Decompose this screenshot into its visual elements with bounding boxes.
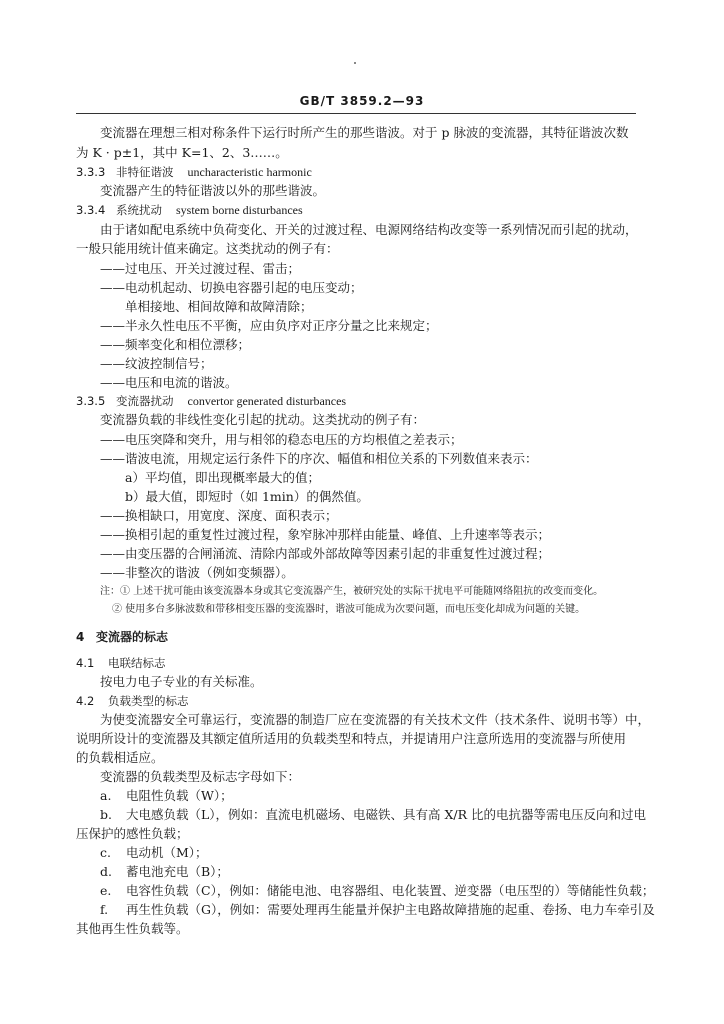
section-heading-4-2: [76, 692, 189, 710]
section-title: 变流器的标志: [96, 630, 169, 644]
list-item: ——换相缺口，用宽度、深度、面积表示；: [100, 508, 338, 523]
list-letter: d.: [100, 864, 112, 879]
list-item: b）最大值，即短时（如 1min）的偶然值。: [125, 489, 369, 504]
section-title: 非特征谐波: [116, 165, 174, 179]
paragraph: 按电力电子专业的有关标准。: [100, 674, 263, 689]
list-item: 单相接地、相间故障和故障清除；: [125, 299, 313, 314]
paragraph: 的负载相适应。: [76, 750, 164, 765]
list-item: ——电动机起动、切换电容器引起的电压变动；: [100, 280, 363, 295]
paragraph: 变流器产生的特征谐波以外的那些谐波。: [100, 183, 326, 198]
list-item: ——换相引起的重复性过渡过程，象窄脉冲那样由能量、峰值、上升速率等表示；: [100, 527, 551, 542]
list-item-continuation: [76, 825, 189, 843]
list-text: 蓄电池充电（B）；: [126, 864, 229, 879]
list-letter: a.: [100, 788, 112, 803]
standard-code-header: GB/T 3859.2—93: [299, 94, 425, 108]
section-title-en: system borne disturbances: [176, 203, 303, 217]
list-item: ——频率变化和相位漂移；: [100, 337, 251, 352]
list-item: [100, 806, 646, 824]
section-heading-3-3-3: [76, 163, 312, 181]
list-text: 压保护的感性负载；: [76, 826, 189, 841]
section-title: 变流器扰动: [116, 394, 174, 408]
paragraph: 为使变流器安全可靠运行，变流器的制造厂应在变流器的有关技术文件（技术条件、说明书等）中，: [100, 712, 651, 727]
section-number: 4.1: [76, 656, 95, 670]
section-title: 负载类型的标志: [108, 694, 189, 708]
list-item: a）平均值，即出现概率最大的值；: [125, 470, 320, 485]
list-item: ——谐波电流，用规定运行条件下的序次、幅值和相位关系的下列数值来表示：: [100, 451, 538, 466]
scan-speck: [354, 62, 356, 64]
list-item: [100, 882, 654, 900]
list-letter: c.: [100, 845, 111, 860]
paragraph: 由于诸如配电系统中负荷变化、开关的过渡过程、电源网络结构改变等一系列情况而引起的扰动，: [100, 222, 638, 237]
paragraph: 变流器的负载类型及标志字母如下：: [100, 769, 301, 784]
section-title-en: uncharacteristic harmonic: [187, 165, 312, 179]
paragraph: 变流器负载的非线性变化引起的扰动。这类扰动的例子有：: [100, 412, 426, 427]
paragraph: 说明所设计的变流器及其额定值所适用的负载类型和特点，并提请用户注意所选用的变流器与所使用: [76, 731, 627, 746]
list-text: 再生性负载（G），例如：需要处理再生能量并保护主电路故障措施的起重、卷扬、电力车牵引及: [126, 902, 655, 917]
note: 注：① 上述干扰可能由该变流器本身或其它变流器产生，被研究处的实际干扰电平可能随网络阻抗的改变而变化。: [100, 586, 604, 597]
list-text: 电动机（M）；: [126, 845, 208, 860]
section-heading-3-3-5: [76, 392, 346, 410]
list-item-continuation: [76, 920, 189, 938]
paragraph: 为 K · p±1，其中 K=1、2、3……。: [76, 145, 288, 160]
section-heading-3-3-4: [76, 201, 303, 219]
section-title-en: convertor generated disturbances: [187, 394, 347, 408]
paragraph: 变流器在理想三相对称条件下运行时所产生的那些谐波。对于 p 脉波的变流器，其特征谐波次数: [100, 125, 629, 140]
section-number: 3.3.5: [76, 394, 106, 408]
list-text: 其他再生性负载等。: [76, 921, 189, 936]
list-item: ——半永久性电压不平衡，应由负序对正序分量之比来规定；: [100, 318, 438, 333]
list-item: ——非整次的谐波（例如变频器）。: [100, 565, 294, 580]
list-item: ——电压和电流的谐波。: [100, 375, 238, 390]
list-item: ——纹波控制信号；: [100, 356, 213, 371]
list-letter: b.: [100, 807, 112, 822]
list-letter: f.: [100, 902, 109, 917]
list-item: ——电压突降和突升，用与相邻的稳态电压的方均根值之差表示；: [100, 432, 463, 447]
section-heading-4: [76, 628, 168, 646]
list-item: [100, 863, 229, 881]
list-letter: e.: [100, 883, 112, 898]
section-number: 3.3.4: [76, 203, 106, 217]
section-number: 3.3.3: [76, 165, 106, 179]
list-item: ——由变压器的合闸涌流、清除内部或外部故障等因素引起的非重复性过渡过程；: [100, 546, 551, 561]
section-number: 4.2: [76, 694, 95, 708]
paragraph: 一般只能用统计值来确定。这类扰动的例子有：: [76, 241, 339, 256]
section-number: 4: [76, 630, 85, 644]
list-text: 电容性负载（C），例如：储能电池、电容器组、电化装置、逆变器（电压型的）等储能性负载；: [126, 883, 655, 898]
list-text: 电阻性负载（W）；: [126, 788, 233, 803]
list-item: [100, 901, 655, 919]
list-text: 大电感负载（L），例如：直流电机磁场、电磁铁、具有高 X/R 比的电抗器等需电压反向和过电: [126, 807, 647, 822]
section-title: 系统扰动: [116, 203, 162, 217]
section-heading-4-1: [76, 654, 166, 672]
section-title: 电联结标志: [108, 656, 166, 670]
list-item: ——过电压、开关过渡过程、雷击；: [100, 261, 301, 276]
list-item: [100, 844, 208, 862]
header-rule: [76, 113, 636, 114]
list-item: [100, 787, 233, 805]
note: ② 使用多台多脉波数和带移相变压器的变流器时，谐波可能成为次要问题，而电压变化却成为问题的关键。: [112, 604, 586, 615]
